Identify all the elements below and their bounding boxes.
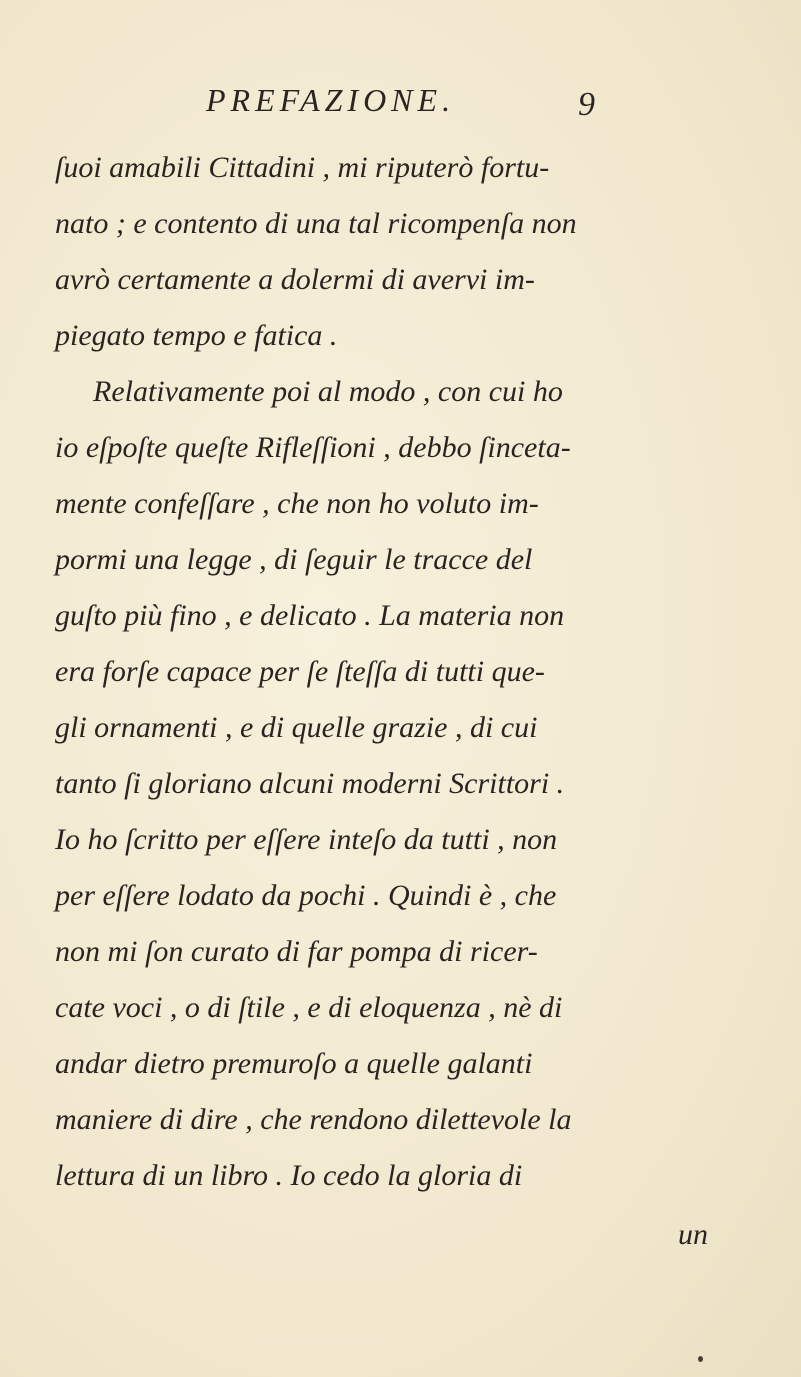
text-line: guſto più fino , e delicato . La materia non: [55, 599, 565, 632]
text-line: maniere di dire , che rendono dilettevole la: [55, 1103, 572, 1136]
text-line: lettura di un libro . Io cedo la gloria di: [55, 1159, 523, 1192]
page-number: 9: [578, 86, 595, 123]
running-header: [206, 82, 646, 122]
text-line: Relativamente poi al modo , con cui ho: [93, 375, 563, 408]
text-line: nato ; e contento di una tal ricompenſa non: [55, 207, 577, 240]
text-line: piegato tempo e fatica .: [55, 319, 338, 352]
header-title: PREFAZIONE.: [206, 82, 456, 118]
text-line: ſuoi amabili Cittadini , mi riputerò fortu-: [55, 151, 550, 184]
text-line: io eſpoſte queſte Rifleſſioni , debbo ſinceta-: [55, 431, 571, 464]
ink-speck: [698, 1356, 703, 1362]
text-line: mente confeſſare , che non ho voluto im-: [55, 487, 539, 520]
text-line: tanto ſi gloriano alcuni moderni Scrittori .: [55, 767, 565, 800]
catchword: un: [678, 1218, 708, 1251]
body-text: [55, 140, 775, 1204]
text-line: per eſſere lodato da pochi . Quindi è , che: [55, 879, 557, 912]
text-line: non mi ſon curato di far pompa di ricer-: [55, 935, 538, 968]
text-line: avrò certamente a dolermi di avervi im-: [55, 263, 535, 296]
text-line: pormi una legge , di ſeguir le tracce del: [55, 543, 533, 576]
text-line: Io ho ſcritto per eſſere inteſo da tutti , non: [55, 823, 558, 856]
text-line: gli ornamenti , e di quelle grazie , di cui: [55, 711, 538, 744]
text-line: cate voci , o di ſtile , e di eloquenza , nè di: [55, 991, 563, 1024]
text-line: andar dietro premuroſo a quelle galanti: [55, 1047, 533, 1080]
text-line: era forſe capace per ſe ſteſſa di tutti que-: [55, 655, 545, 688]
